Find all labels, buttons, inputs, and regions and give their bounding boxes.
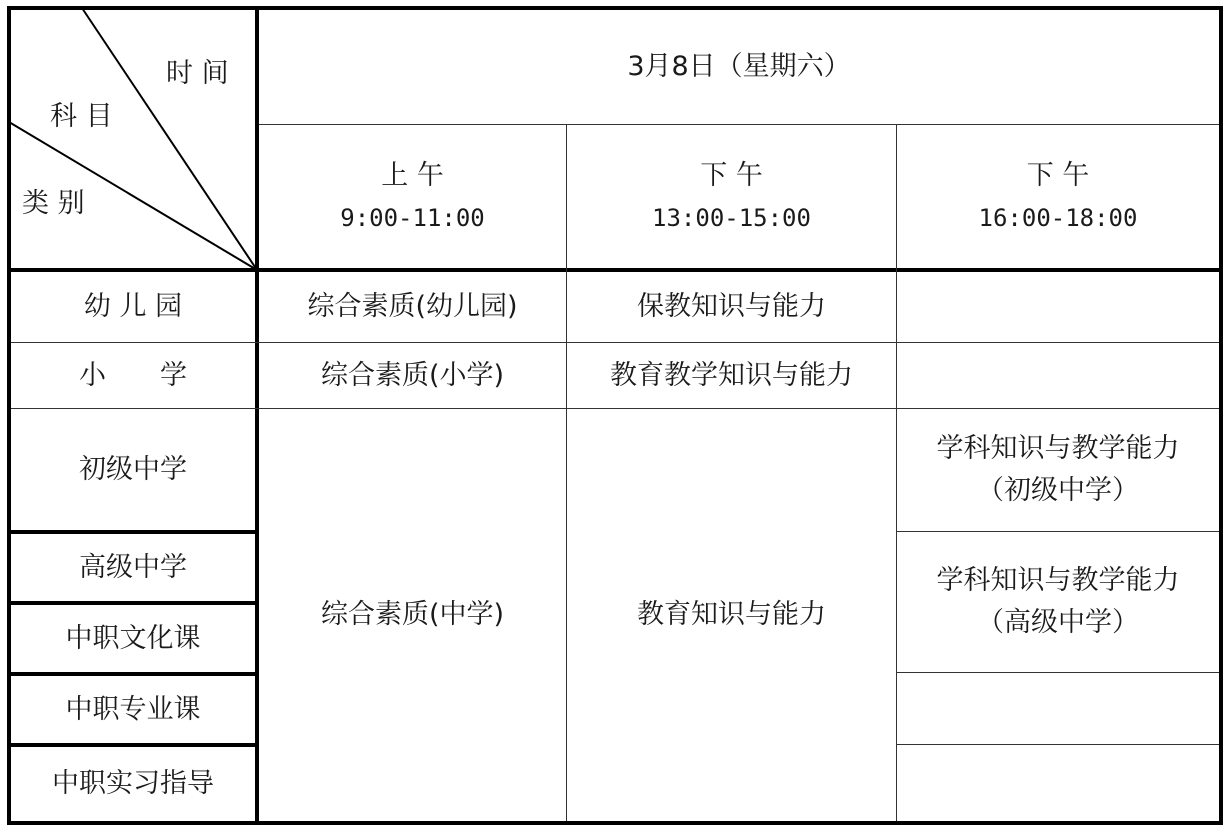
corner-label-time: 时 间 bbox=[166, 58, 229, 89]
session-label: 下 午 bbox=[1026, 159, 1090, 191]
subject-text: 教育教学知识与能力 bbox=[610, 359, 853, 391]
category-voc-culture bbox=[11, 605, 255, 672]
subject-level-text: （初级中学） bbox=[977, 475, 1139, 506]
cell-voc-major-evening bbox=[897, 673, 1219, 744]
session-label: 下 午 bbox=[700, 159, 763, 191]
cell-junior-evening bbox=[897, 409, 1219, 531]
session-time: 9:00-11:00 bbox=[340, 203, 485, 232]
session-header-afternoon bbox=[567, 125, 896, 268]
session-time: 16:00-18:00 bbox=[978, 203, 1138, 232]
corner-label-category: 类 别 bbox=[22, 188, 85, 219]
subject-text: 综合素质(小学) bbox=[320, 359, 505, 391]
session-header-evening bbox=[897, 125, 1219, 268]
category-label: 中职专业课 bbox=[65, 693, 201, 725]
category-kindergarten bbox=[11, 272, 255, 342]
cell-kindergarten-evening bbox=[897, 272, 1219, 342]
subject-text: 教育知识与能力 bbox=[637, 599, 826, 630]
category-label: 幼 儿 园 bbox=[83, 291, 183, 322]
category-voc-major bbox=[11, 676, 255, 743]
corner-label-subject: 科 目 bbox=[50, 101, 113, 132]
category-label: 中职文化课 bbox=[65, 622, 201, 654]
session-label: 上 午 bbox=[381, 159, 444, 191]
session-header-morning bbox=[259, 125, 566, 268]
category-label: 中职实习指导 bbox=[52, 768, 214, 799]
category-voc-practice bbox=[11, 747, 255, 821]
subject-text: 综合素质(中学) bbox=[320, 599, 505, 630]
subject-level-text: （高级中学） bbox=[977, 607, 1139, 638]
subject-text: 保教知识与能力 bbox=[637, 291, 826, 322]
cell-voc-practice-evening bbox=[897, 745, 1219, 821]
cell-secondary-morning-merged bbox=[259, 409, 566, 821]
category-primary bbox=[11, 343, 255, 408]
cell-senior-evening bbox=[897, 532, 1219, 672]
cell-kindergarten-morning bbox=[259, 272, 566, 342]
session-time: 13:00-15:00 bbox=[652, 203, 811, 232]
cell-primary-afternoon bbox=[567, 343, 896, 408]
subject-text: 学科知识与教学能力 bbox=[936, 565, 1180, 596]
category-label: 初级中学 bbox=[79, 453, 187, 485]
cell-kindergarten-afternoon bbox=[567, 272, 896, 342]
category-senior bbox=[11, 534, 255, 601]
category-label: 高级中学 bbox=[79, 551, 187, 583]
cell-primary-evening bbox=[897, 343, 1219, 408]
subject-text: 学科知识与教学能力 bbox=[936, 433, 1180, 464]
category-label: 小 学 bbox=[79, 359, 187, 391]
subject-text: 综合素质(幼儿园) bbox=[307, 291, 518, 322]
category-junior bbox=[11, 409, 255, 530]
date-text: 3月8日（星期六） bbox=[627, 51, 851, 82]
date-heading bbox=[259, 10, 1219, 124]
cell-secondary-afternoon-merged bbox=[567, 409, 896, 821]
cell-primary-morning bbox=[259, 343, 566, 408]
